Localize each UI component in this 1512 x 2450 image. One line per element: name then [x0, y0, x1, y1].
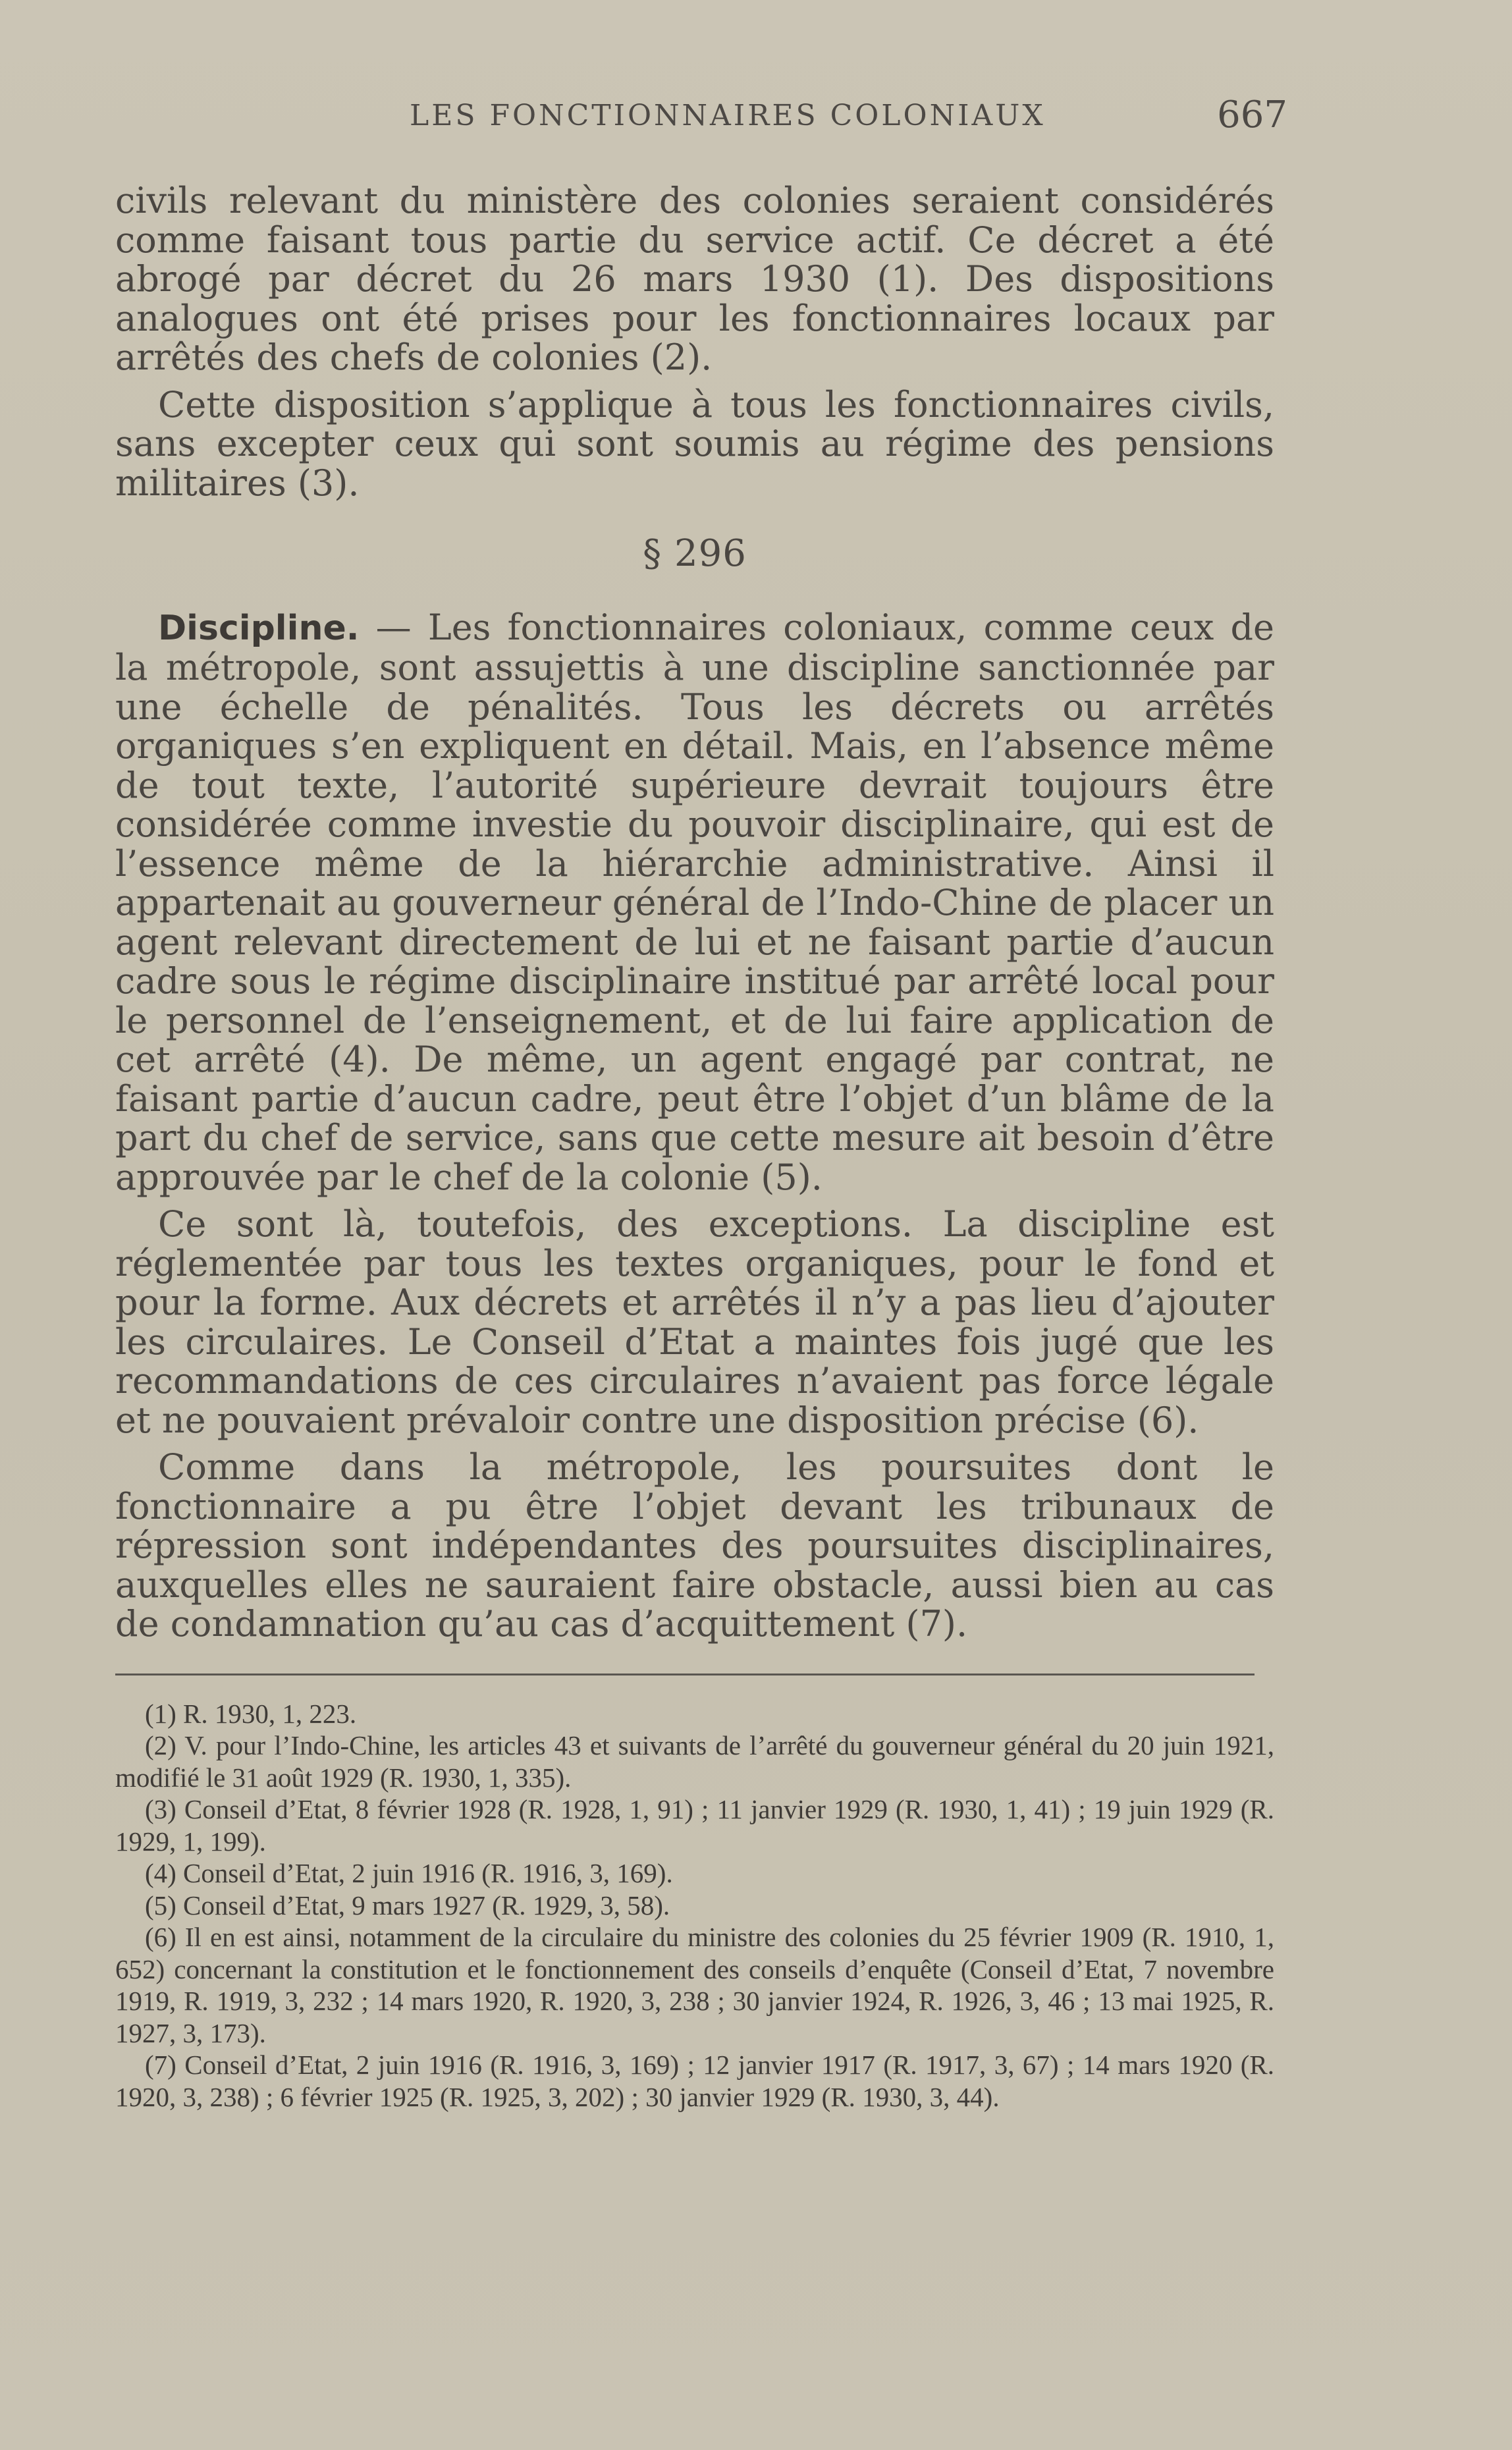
discipline-heading: Discipline.: [158, 608, 360, 648]
footnote-6: (6) Il en est ainsi, notamment de la circulaire du ministre des colonies du 25 février 1909 (R. 1910, 1, 652) concernant la constitution et le fonctionnement des conseils d’enquête (Conseil d’Etat, 7 novembre 1919, R. 1919, 3, 232 ; 14 mars 1920, R. 1920, 3, 238 ; 30 janvier 1924, R. 1926, 3, 46 ; 13 mai 1925, R. 1927, 3, 173).: [115, 1922, 1274, 2048]
paragraph-discipline: [115, 608, 1274, 1197]
footnote-7: (7) Conseil d’Etat, 2 juin 1916 (R. 1916, 3, 169) ; 12 janvier 1917 (R. 1917, 3, 67) ; 14 mars 1920 (R. 1920, 3, 238) ; 6 février 1925 (R. 1925, 3, 202) ; 30 janvier 1929 (R. 1930, 3, 44).: [115, 2050, 1274, 2112]
document-page: [115, 94, 1287, 2113]
main-text: [115, 181, 1274, 1644]
running-title: LES FONCTIONNAIRES COLONIAUX: [410, 99, 1046, 132]
footnote-1: (1) R. 1930, 1, 223.: [145, 1698, 357, 1729]
paragraph-4: Ce sont là, toutefois, des exceptions. La discipline est réglementée par tous les textes organiques, pour le fond et pour la forme. Aux décrets et arrêtés il n’y a pas lieu d’ajouter les circulaires. Le Conseil d’Etat a maintes fois jugé que les recommandations de ces circulaires n’avaient pas force légale et ne pouvaient prévaloir contre une disposition précise (6).: [115, 1203, 1274, 1441]
footnotes: [115, 1698, 1274, 2113]
paragraph-2: Cette disposition s’applique à tous les fonctionnaires civils, sans excepter ceux qui sont soumis au régime des pensions militaires (3).: [115, 383, 1274, 504]
footnote-2: (2) V. pour l’Indo-Chine, les articles 43 et suivants de l’arrêté du gouverneur général du 20 juin 1921, modifié le 31 août 1929 (R. 1930, 1, 335).: [115, 1730, 1274, 1793]
discipline-text: — Les fonctionnaires coloniaux, comme ceux de la métropole, sont assujettis à une discipline sanctionnée par une échelle de pénalités. Tous les décrets ou arrêtés organiques s’en expliquent en détail. Mais, en l’absence même de tout texte, l’autorité supérieure devrait toujours être considérée comme investie du pouvoir disciplinaire, qui est de l’essence même de la hiérarchie administrative. Ainsi il appartenait au gouverneur général de l’Indo-Chine de placer un agent relevant directement de lui et ne faisant partie d’aucun cadre sous le régime disciplinaire institué par arrêté local pour le personnel de l’enseignement, et de lui faire application de cet arrêté (4). De même, un agent engagé par contrat, ne faisant partie d’aucun cadre, peut être l’objet d’un blâme de la part du chef de service, sans que cette mesure ait besoin d’être approuvée par le chef de la colonie (5).: [115, 606, 1274, 1198]
footnote-3: (3) Conseil d’Etat, 8 février 1928 (R. 1928, 1, 91) ; 11 janvier 1929 (R. 1930, 1, 41) ; 19 juin 1929 (R. 1929, 1, 199).: [115, 1794, 1274, 1857]
paragraph-1: civils relevant du ministère des colonies seraient considérés comme faisant tous partie du service actif. Ce décret a été abrogé par décret du 26 mars 1930 (1). Des dispositions analogues ont été prises pour les fonctionnaires locaux par arrêtés des chefs de colonies (2).: [115, 180, 1274, 378]
footnote-4: (4) Conseil d’Etat, 2 juin 1916 (R. 1916, 3, 169).: [145, 1858, 673, 1888]
section-heading: § 296: [643, 532, 747, 575]
footnote-5: (5) Conseil d’Etat, 9 mars 1927 (R. 1929, 3, 58).: [145, 1890, 670, 1920]
footnote-divider: [115, 1674, 1255, 1675]
paragraph-5: Comme dans la métropole, les poursuites dont le fonctionnaire a pu être l’objet devant les tribunaux de répression sont indépendantes des poursuites disciplinaires, auxquelles elles ne sauraient faire obstacle, aussi bien au cas de condamnation qu’au cas d’acquittement (7).: [115, 1446, 1274, 1645]
page-number: 667: [1217, 94, 1287, 136]
running-header: [115, 94, 1287, 145]
